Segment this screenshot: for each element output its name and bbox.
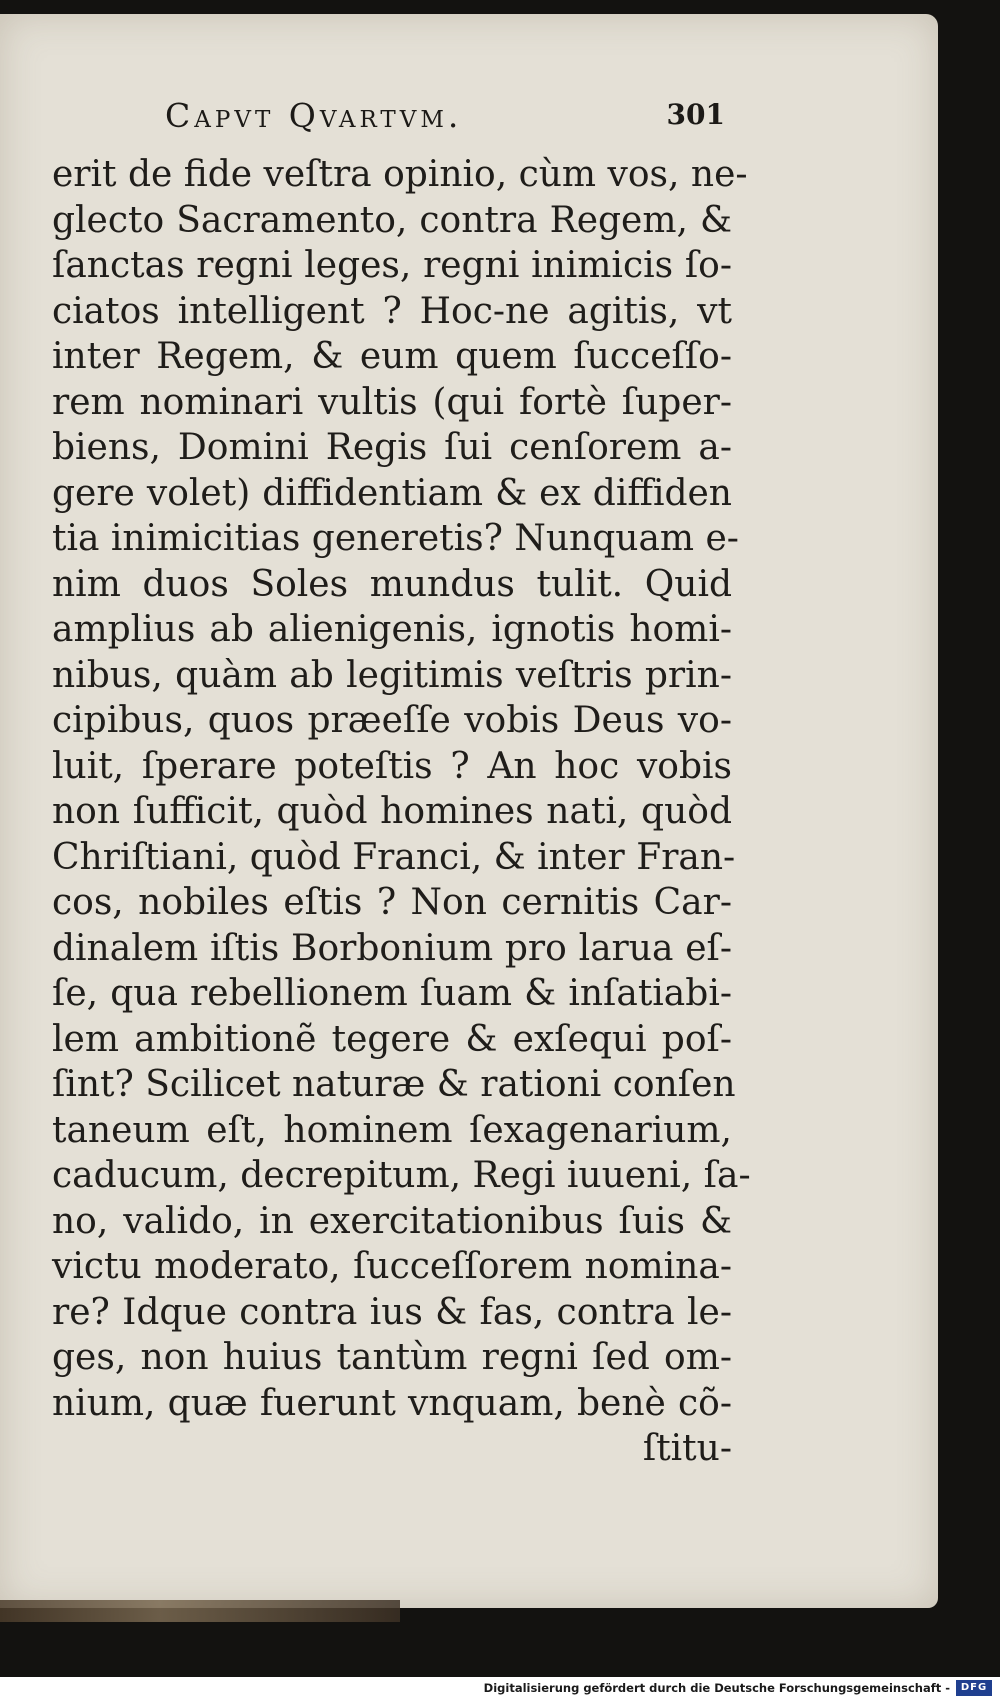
text-line: cipibus, quos præeſſe vobis Deus vo-: [52, 700, 732, 741]
running-title: Capvt Qvartvm.: [165, 96, 463, 135]
text-line: glecto Sacramento, contra Regem, &: [52, 199, 732, 241]
book-page: [0, 14, 938, 1608]
funding-credit-text: Digitalisierung gefördert durch die Deutsche Forschungsgemeinschaft -: [483, 1681, 950, 1695]
text-line: cos, nobiles eſtis ? Non cernitis Car-: [52, 882, 732, 923]
text-line: nibus, quàm ab legitimis veſtris prin-: [52, 654, 732, 696]
text-line: nim duos Soles mundus tulit. Quid: [52, 563, 732, 605]
body-text: [52, 152, 751, 1472]
text-line: victu moderato, ſucceſſorem nomina-: [52, 1246, 732, 1287]
text-line: re? Idque contra ius & fas, contra le-: [52, 1291, 732, 1333]
text-line: no, valido, in exercitationibus ſuis &: [52, 1200, 732, 1242]
text-line: inter Regem, & eum quem ſucceſſo-: [52, 336, 732, 377]
text-line: Chriſtiani, quòd Franci, & inter Fran-: [52, 836, 736, 878]
text-line: ſanctas regni leges, regni inimicis ſo-: [52, 245, 732, 286]
text-line: tia inimicitias generetis? Nunquam e-: [52, 518, 739, 559]
page-number: 301: [666, 98, 725, 131]
book-binding-edge: [0, 1600, 400, 1622]
text-line: luit, ſperare poteſtis ? An hoc vobis: [52, 745, 732, 787]
text-line: ciatos intelligent ? Hoc-ne agitis, vt: [52, 290, 732, 332]
text-line: rem nominari vultis (qui fortè ſuper-: [52, 381, 732, 423]
digitization-credit-bar: [0, 1677, 1000, 1700]
text-line: taneum eſt, hominem ſexagenarium,: [52, 1109, 732, 1151]
text-line: caducum, decrepitum, Regi iuueni, ſa-: [52, 1155, 751, 1196]
text-line: nium, quæ fuerunt vnquam, benè cõ-: [52, 1382, 732, 1424]
text-line: ſe, qua rebellionem ſuam & inſatiabi-: [52, 973, 732, 1014]
text-line: amplius ab alienigenis, ignotis homi-: [52, 609, 732, 650]
text-line: lem ambitionẽ tegere & exſequi poſ-: [52, 1018, 732, 1060]
dfg-logo: DFG: [956, 1680, 992, 1696]
text-line: ſtitu-: [642, 1428, 732, 1469]
text-line: ſint? Scilicet naturæ & rationi conſen: [52, 1064, 736, 1105]
text-line: dinalem iſtis Borbonium pro larua eſ-: [52, 927, 732, 969]
text-line: gere volet) diffidentiam & ex diffiden: [52, 472, 732, 514]
text-line: biens, Domini Regis ſui cenſorem a-: [52, 427, 732, 468]
running-head: [165, 96, 725, 142]
text-line: erit de fide veſtra opinio, cùm vos, ne-: [52, 154, 748, 195]
text-line: ges, non huius tantùm regni ſed om-: [52, 1337, 732, 1378]
text-line: non ſufficit, quòd homines nati, quòd: [52, 791, 732, 832]
